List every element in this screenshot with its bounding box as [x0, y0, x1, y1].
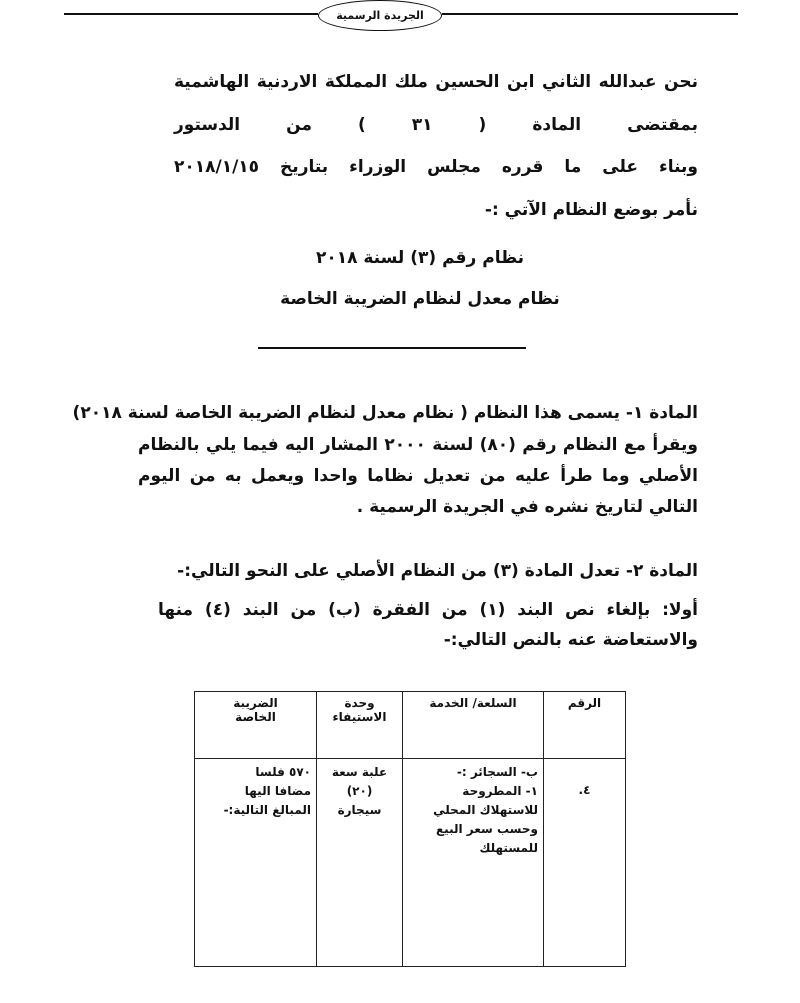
- article-2-first-line-1: أولا: بإلغاء نص البند (١) من الفقرة (ب) من البند (٤) منها: [158, 600, 698, 620]
- article-1-line-3: الأصلي وما طرأ عليه من تعديل نظاما واحدا ويعمل به من اليوم: [138, 466, 698, 486]
- article-1-line-4: التالي لتاريخ نشره في الجريدة الرسمية .: [356, 497, 698, 517]
- cell-collection-unit: علبة سعة (٢٠) سيجارة: [317, 759, 403, 967]
- preamble-line-4: نأمر بوضع النظام الآتي :-: [484, 200, 698, 220]
- preamble-line-3: وبناء على ما قرره مجلس الوزراء بتاريخ ٢٠١٨/١/١٥: [174, 157, 698, 177]
- cell-goods-service: ب- السجائر :- ١- المطروحة للاستهلاك المحلي وحسب سعر البيع للمستهلك: [403, 759, 544, 967]
- section-divider: [258, 347, 526, 349]
- preamble-line-1: نحن عبدالله الثاني ابن الحسين ملك المملكة الاردنية الهاشمية: [174, 72, 698, 92]
- masthead-title: الجريدة الرسمية: [336, 9, 424, 22]
- masthead-badge: [318, 0, 442, 31]
- table-header-row: [195, 692, 626, 759]
- cell-special-tax: ٥٧٠ فلسا مضافا اليها المبالغ التالية:-: [195, 759, 317, 967]
- regulation-number: نظام رقم (٣) لسنة ٢٠١٨: [315, 248, 525, 268]
- preamble-line-2: بمقتضى المادة ( ٣١ ) من الدستور: [174, 115, 698, 135]
- masthead-rule-left: [64, 13, 318, 15]
- header-goods-service: السلعة/ الخدمة: [403, 692, 544, 759]
- article-1-line-2: ويقرأ مع النظام رقم (٨٠) لسنة ٢٠٠٠ المشار اليه فيما يلي بالنظام: [138, 435, 698, 455]
- article-2-heading: المادة ٢- تعدل المادة (٣) من النظام الأصلي على النحو التالي:-: [177, 561, 698, 581]
- article-1-line-1: المادة ١- يسمى هذا النظام ( نظام معدل لنظام الضريبة الخاصة لسنة ٢٠١٨): [72, 403, 698, 423]
- table-row: [195, 759, 626, 967]
- header-number: الرقم: [544, 692, 626, 759]
- header-collection-unit: وحدة الاستيفاء: [317, 692, 403, 759]
- article-2-first-line-2: والاستعاضة عنه بالنص التالي:-: [443, 630, 698, 650]
- masthead-rule-right: [442, 13, 738, 15]
- cell-number: ٤.: [544, 759, 626, 967]
- tax-rates-table: [194, 691, 626, 967]
- regulation-title: نظام معدل لنظام الضريبة الخاصة: [280, 289, 560, 309]
- header-special-tax: الضريبة الخاصة: [195, 692, 317, 759]
